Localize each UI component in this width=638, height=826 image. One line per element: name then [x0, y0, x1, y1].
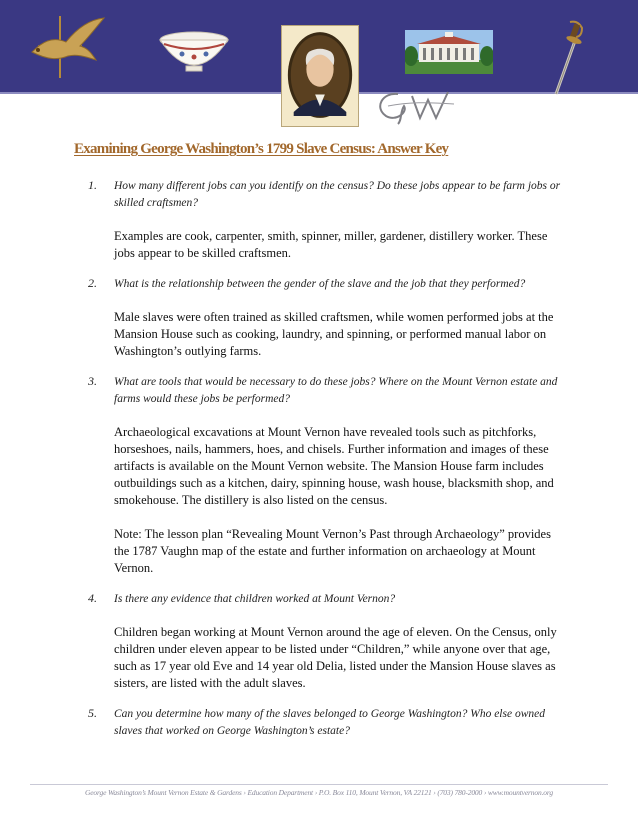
- question-item: [88, 706, 568, 740]
- answer-note: Note: The lesson plan “Revealing Mount Vernon’s Past through Archaeology” provides the 1787 Vaughn map of the estate and further information on archaeology at Mount Vernon.: [114, 527, 551, 575]
- answer-text: Male slaves were often trained as skilled craftsmen, while women performed jobs at the Mansion House such as cooking, laundry, and spinning, or performed manual labor on Washington’s outlying farms.: [114, 310, 554, 358]
- question-number: 5.: [88, 706, 97, 720]
- question-item: [88, 178, 568, 262]
- dove-weathervane-icon: [22, 12, 112, 82]
- question-list: [88, 178, 568, 754]
- porcelain-bowl-icon: [158, 30, 230, 74]
- document-title: Examining George Washington’s 1799 Slave Census: Answer Key: [74, 141, 449, 157]
- question-item: [88, 276, 568, 360]
- header-banner: [0, 0, 638, 112]
- question-number: 2.: [88, 276, 97, 290]
- question-number: 4.: [88, 591, 97, 605]
- answer-text: Archaeological excavations at Mount Vernon have revealed tools such as pitchforks, horseshoes, nails, hammers, hoes, and chisels. Further information and images of these artifacts is available on the Mount Vernon website. The Mansion House farm includes outbuildings such as a kitchen, dairy, spinning house, wash house, blacksmith shop, and smokehouse. The distillery is also listed on the census.: [114, 425, 554, 507]
- question-number: 3.: [88, 374, 97, 388]
- gw-monogram: [368, 86, 460, 126]
- question-text: How many different jobs can you identify on the census? Do these jobs appear to be farm jobs or skilled craftsmen?: [114, 180, 561, 209]
- question-text: Is there any evidence that children worked at Mount Vernon?: [114, 593, 396, 605]
- page-footer: George Washington’s Mount Vernon Estate & Gardens › Education Department › P.O. Box 110, Mount Vernon, VA 22121 › (703) 780-2000 › www.mountvernon.org: [84, 788, 553, 797]
- question-text: Can you determine how many of the slaves belonged to George Washington? Who else owned slaves that worked on George Washington’s estate?: [114, 708, 545, 737]
- footer-divider: [30, 784, 608, 785]
- question-text: What is the relationship between the gender of the slave and the job that they performed?: [114, 278, 526, 290]
- question-item: [88, 591, 568, 692]
- sword-icon: [548, 18, 590, 96]
- question-text: What are tools that would be necessary to do these jobs? Where on the Mount Vernon estate and farms would these jobs be performed?: [114, 376, 558, 405]
- question-item: [88, 374, 568, 577]
- question-number: 1.: [88, 178, 97, 192]
- answer-text: Children began working at Mount Vernon around the age of eleven. On the Census, only children under eleven appear to be listed under “Children,” while anyone over that age, such as 17 year old Eve and 14 year old Delia, listed under the Mansion House slaves as sisters, are listed with the adult slaves.: [114, 625, 557, 690]
- mansion-house-photo: [405, 30, 493, 74]
- answer-text: Examples are cook, carpenter, smith, spinner, miller, gardener, distillery worker. These jobs appear to be skilled craftsmen.: [114, 229, 548, 260]
- washington-portrait: [281, 25, 359, 127]
